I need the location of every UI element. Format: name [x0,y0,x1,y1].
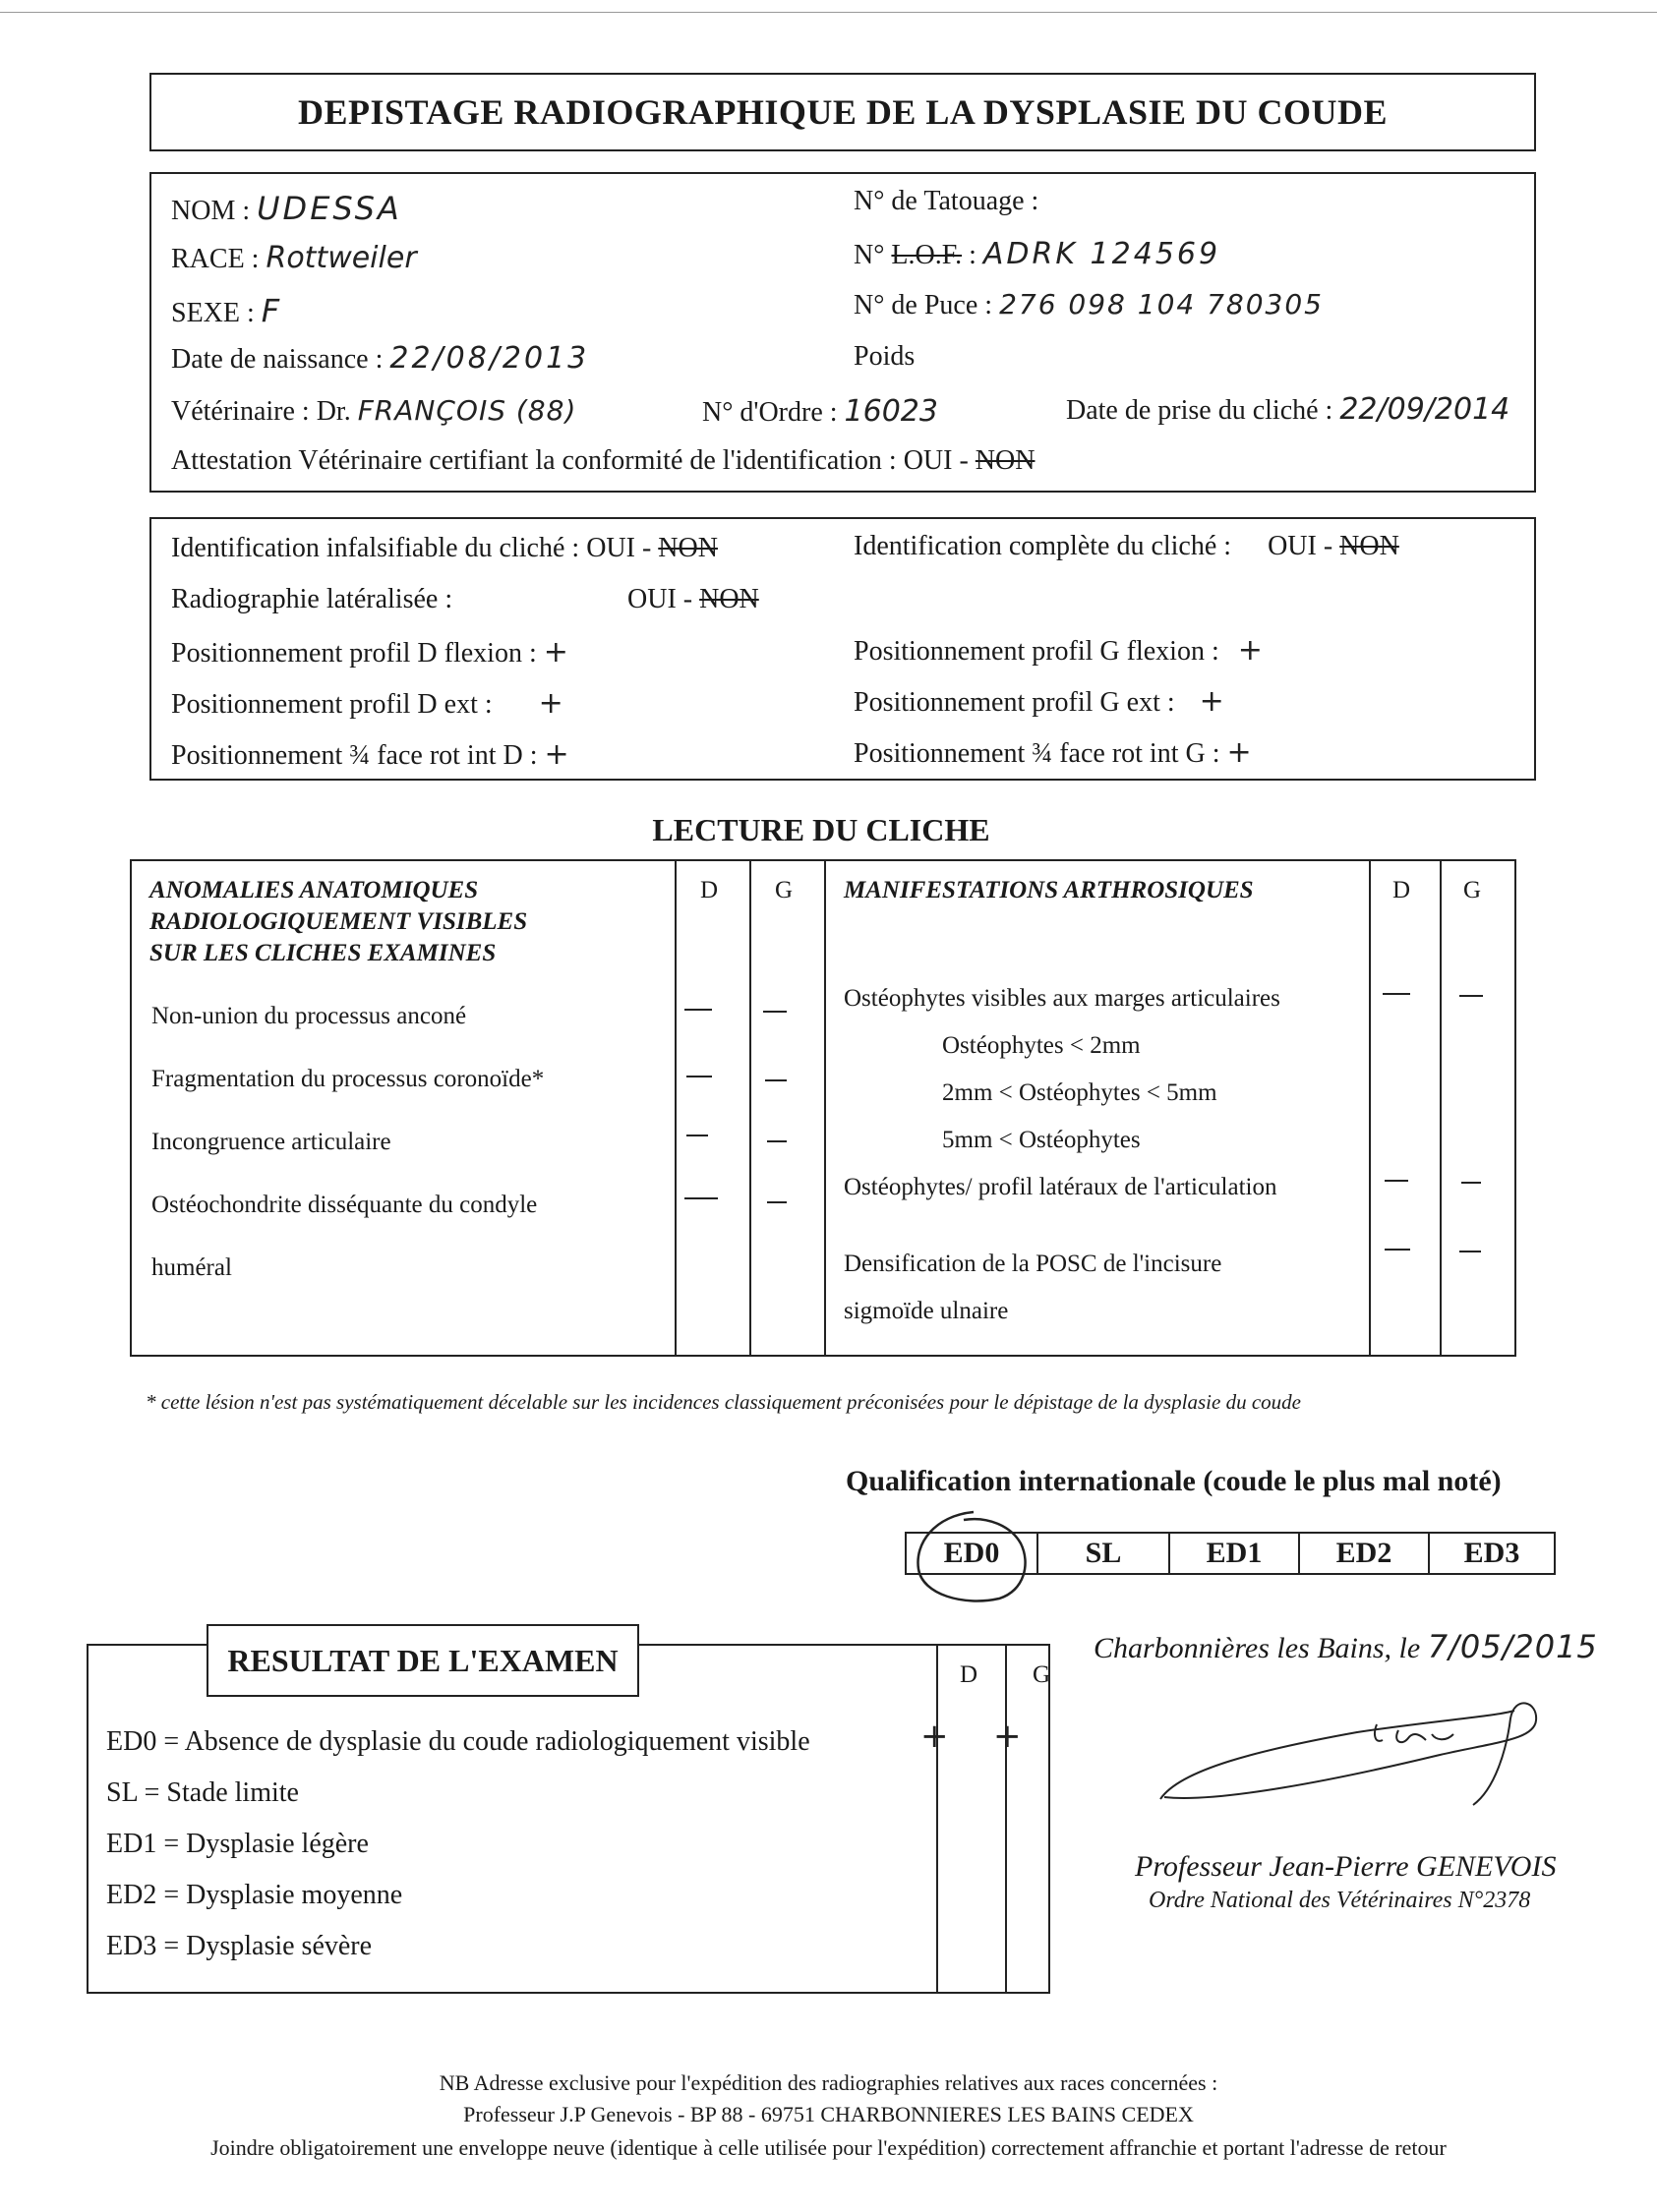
profil-d-ext-label: Positionnement profil D ext : [171,689,493,720]
puce-row [854,288,1324,321]
resultat-item: ED2 = Dysplasie moyenne [106,1880,403,1910]
infalsifiable-non: NON [658,533,718,563]
veterinaire-value: FRANÇOIS (88) [357,394,577,427]
document-title: DEPISTAGE RADIOGRAPHIQUE DE LA DYSPLASIE DU COUDE [298,92,1388,132]
resultat-item: ED0 = Absence de dysplasie du coude radiologiquement visible [106,1726,810,1757]
ordre-value: 16023 [844,394,938,429]
scan-edge [0,12,1657,13]
infalsifiable-sep: - [641,533,652,563]
title-box [149,73,1536,151]
complete-row [854,531,1399,562]
arthro-row: sigmoïde ulnaire [844,1298,1009,1324]
profil-d-ext-row [171,686,566,721]
date-cliche-label: Date de prise du cliché : [1066,395,1333,426]
complete-oui: OUI [1268,531,1317,561]
grade-ed0: ED0 [907,1534,1038,1573]
complete-non: NON [1339,531,1399,561]
attestation-label: Attestation Vétérinaire certifiant la conformité de l'identification : [171,445,897,476]
place-date [1094,1628,1598,1665]
tatouage-row [854,186,1038,217]
date-cliche-row [1066,392,1509,427]
col-divider [824,861,826,1355]
col-d-header: D [700,877,719,903]
anomaly-row: Incongruence articulaire [151,1129,391,1155]
col-d-header: D [1392,877,1411,903]
lof-struck: L.O.F. [891,240,963,270]
face-d-row [171,737,572,772]
anomaly-row: Fragmentation du processus coronoïde* [151,1066,545,1092]
naissance-label: Date de naissance : [171,344,384,375]
naissance-row [171,341,589,376]
resultat-title: RESULTAT DE L'EXAMEN [227,1642,619,1678]
arthro-row: Ostéophytes/ profil latéraux de l'articulation [844,1174,1277,1200]
attestation-oui: OUI [903,445,953,476]
anomaly-row: Non-union du processus anconé [151,1003,467,1029]
checks-section [149,517,1536,781]
attestation-non-struck: NON [975,445,1036,476]
anomalies-header-line: RADIOLOGIQUEMENT VISIBLES [149,908,528,935]
dash-mark [1459,995,1483,997]
dash-mark [686,1135,708,1136]
complete-sep: - [1323,531,1333,561]
lateralisee-answer [627,584,759,615]
profil-g-ext-label: Positionnement profil G ext : [854,687,1175,718]
dash-mark [763,1011,787,1013]
arthro-row: Ostéophytes visibles aux marges articulaires [844,985,1280,1012]
race-row [171,241,417,275]
anomalies-header-line: SUR LES CLICHES EXAMINES [149,940,497,966]
col-divider [749,861,751,1355]
col-divider [675,861,677,1355]
dash-mark [1383,993,1410,995]
attestation-sep: - [959,445,969,476]
arthro-row: Densification de la POSC de l'incisure [844,1251,1222,1277]
race-value: Rottweiler [266,241,417,275]
puce-label: N° de Puce : [854,290,993,320]
grade-ed3: ED3 [1463,1537,1520,1569]
veterinaire-label: Vétérinaire : Dr. [171,396,351,427]
anomaly-row: huméral [151,1254,232,1281]
plus-mark-d: + [920,1717,949,1756]
lof-value: ADRK 124569 [982,237,1221,271]
lecture-table [130,859,1516,1357]
veterinaire-row [171,394,576,428]
poids-row [854,341,915,373]
footer-line: Professeur J.P Genevois - BP 88 - 69751 CHARBONNIERES LES BAINS CEDEX [463,2102,1194,2126]
face-d-mark: + [544,737,572,772]
tatouage-label: N° de Tatouage : [854,186,1039,216]
resultat-item: SL = Stade limite [106,1777,299,1808]
dash-mark [1459,1251,1481,1252]
dash-mark [1385,1180,1408,1182]
resultat-col-g: G [1033,1661,1051,1688]
footer-line: NB Adresse exclusive pour l'expédition des radiographies relatives aux races concernées : [439,2070,1218,2095]
profil-d-flexion-mark: + [543,635,571,669]
resultat-item: ED3 = Dysplasie sévère [106,1931,373,1961]
identity-section [149,172,1536,493]
sexe-row [171,292,282,329]
lof-row [854,237,1220,271]
dash-mark [767,1201,787,1203]
date-cliche-value: 22/09/2014 [1339,392,1510,427]
signer-name: Professeur Jean-Pierre GENEVOIS [1135,1850,1557,1883]
signature-date: 7/05/2015 [1427,1628,1598,1665]
profil-g-ext-mark: + [1199,684,1227,719]
col-divider [1369,861,1371,1355]
sexe-label: SEXE : [171,298,255,328]
dash-mark [686,1076,712,1077]
lecture-title: LECTURE DU CLICHE [652,812,990,847]
lateralisee-row [171,584,452,615]
dash-mark [765,1079,787,1081]
nom-label: NOM : [171,196,251,226]
anomaly-row: Ostéochondrite disséquante du condyle [151,1192,538,1218]
dash-mark [684,1197,718,1199]
lof-prefix: N° [854,240,885,270]
anomalies-header [149,875,527,969]
face-d-label: Positionnement ¾ face rot int D : [171,740,538,771]
ordre-row [702,394,938,429]
place-label: Charbonnières les Bains, le [1094,1632,1421,1664]
dash-mark [1461,1182,1481,1184]
profil-d-flexion-label: Positionnement profil D flexion : [171,638,537,669]
race-label: RACE : [171,244,260,274]
signer-ordre: Ordre National des Vétérinaires N°2378 [1149,1888,1531,1913]
dash-mark [767,1140,787,1142]
arthro-header: MANIFESTATIONS ARTHROSIQUES [844,877,1254,903]
resultat-col-d: D [960,1661,978,1688]
face-g-mark: + [1226,735,1255,770]
lateralisee-sep: - [682,584,693,614]
profil-g-flexion-row [854,633,1266,668]
attestation-row [171,445,1035,477]
resultat-item: ED1 = Dysplasie légère [106,1829,369,1859]
dash-mark [684,1009,712,1011]
grade-ed2: ED2 [1300,1534,1430,1573]
poids-label: Poids [854,341,916,372]
grade-ed1: ED1 [1170,1534,1300,1573]
arthro-row: 5mm < Ostéophytes [942,1127,1141,1153]
handwritten-signature [1141,1681,1573,1819]
profil-d-ext-mark: + [538,686,566,721]
nom-row [171,190,402,227]
complete-label: Identification complète du cliché : [854,531,1232,561]
puce-value: 276 098 104 780305 [999,288,1324,320]
ordre-label: N° d'Ordre : [702,397,838,428]
arthro-row: Ostéophytes < 2mm [942,1032,1141,1059]
col-divider [1440,861,1442,1355]
col-divider [1005,1646,1007,1992]
footer-line: Joindre obligatoirement une enveloppe neuve (identique à celle utilisée pour l'expédition) correctement affranchie et portant l'adresse de retour [210,2135,1447,2160]
lof-suffix: : [969,240,976,270]
lateralisee-label: Radiographie latéralisée : [171,584,453,614]
col-g-header: G [775,877,794,903]
infalsifiable-label: Identification infalsifiable du cliché : [171,533,580,563]
anomalies-header-line: ANOMALIES ANATOMIQUES [149,877,479,903]
profil-g-ext-row [854,684,1227,719]
lateralisee-oui: OUI [627,584,677,614]
selected-grade-circle [905,1504,1042,1612]
profil-d-flexion-row [171,635,571,669]
face-g-row [854,735,1255,770]
qualification-title: Qualification internationale (coude le plus mal noté) [846,1465,1502,1497]
footnote: * cette lésion n'est pas systématiquement décelable sur les incidences classiquement préconisées pour le dépistage de la dysplasie du coude [146,1390,1301,1414]
plus-mark-g: + [993,1717,1022,1756]
nom-value: UDESSA [257,190,402,227]
infalsifiable-row [171,533,718,564]
profil-g-flexion-mark: + [1237,633,1266,668]
grade-sl: SL [1038,1534,1170,1573]
lateralisee-non: NON [699,584,759,614]
arthro-row: 2mm < Ostéophytes < 5mm [942,1079,1217,1106]
sexe-value: F [261,292,283,329]
infalsifiable-oui: OUI [586,533,635,563]
face-g-label: Positionnement ¾ face rot int G : [854,738,1220,769]
profil-g-flexion-label: Positionnement profil G flexion : [854,636,1219,667]
col-g-header: G [1463,877,1482,903]
resultat-title-box [207,1624,639,1697]
naissance-value: 22/08/2013 [389,341,590,376]
dash-mark [1385,1249,1410,1251]
col-divider [936,1646,938,1992]
